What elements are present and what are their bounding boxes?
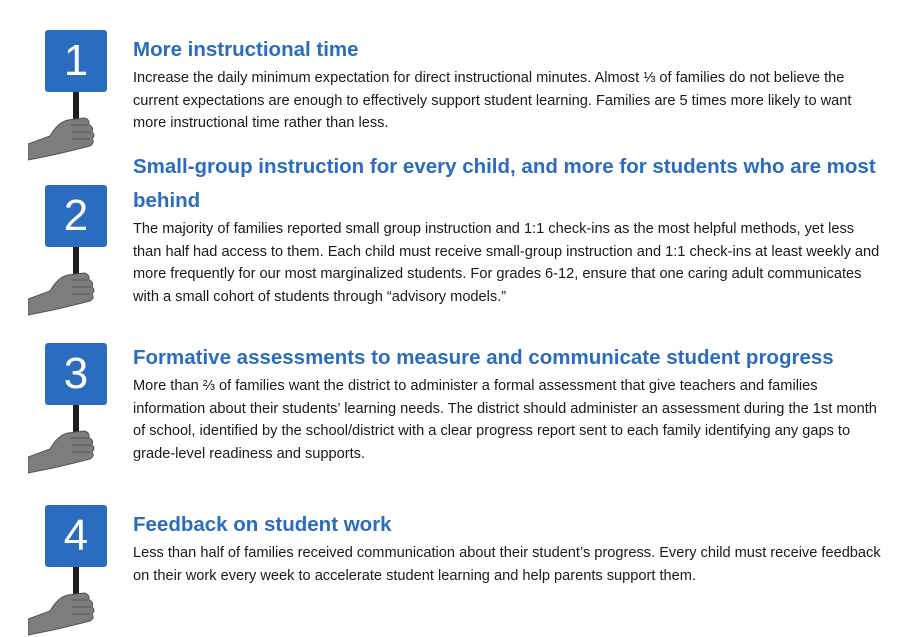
number-card: [45, 505, 107, 567]
hand-holding-sign-icon: [28, 567, 108, 637]
number-label: 2: [63, 191, 89, 240]
number-label: 1: [63, 36, 89, 85]
number-sign-2: [28, 185, 108, 315]
item-heading: Formative assessments to measure and communicate student progress: [133, 346, 834, 369]
hand-holding-sign-icon: [28, 92, 108, 162]
number-sign-3: [28, 343, 108, 473]
number-card: [45, 343, 107, 405]
number-card: [45, 30, 107, 92]
hand-holding-sign-icon: [28, 247, 108, 317]
number-card: [45, 185, 107, 247]
number-label: 3: [63, 349, 89, 398]
item-body: Increase the daily minimum expectation for direct instructional minutes. Almost ⅓ of families do not believe the current expectations are enough to effectively support student learning. Families are 5 times more likely to want more instructional time rather than less.: [133, 70, 852, 131]
number-sign-4: [28, 505, 108, 635]
item-body: Less than half of families received communication about their student’s progress. Every child must receive feedback on their work every week to accelerate student learning and help parents support them.: [133, 545, 881, 584]
item-body: More than ⅔ of families want the district to administer a formal assessment that give teachers and families information about their students’ learning needs. The district should administer an assessment during the 1st month of school, identified by the school/district with a clear progress report sent to each family identifying any gaps to grade-level readiness and supports.: [133, 378, 877, 462]
item-heading: More instructional time: [133, 38, 359, 61]
item-heading: Feedback on student work: [133, 513, 392, 536]
number-label: 4: [63, 511, 89, 560]
number-sign-1: [28, 30, 108, 160]
item-body: The majority of families reported small group instruction and 1:1 check-ins as the most helpful methods, yet less than half had access to them. Each child must receive small-group instruction and 1:1 check-ins at least weekly and more frequently for our most marginalized students. For grades 6-12, ensure that one caring adult communicates with a small cohort of students through “advisory models.”: [133, 221, 880, 305]
hand-holding-sign-icon: [28, 405, 108, 475]
item-heading: Small-group instruction for every child, and more for students who are most behind: [133, 155, 876, 212]
